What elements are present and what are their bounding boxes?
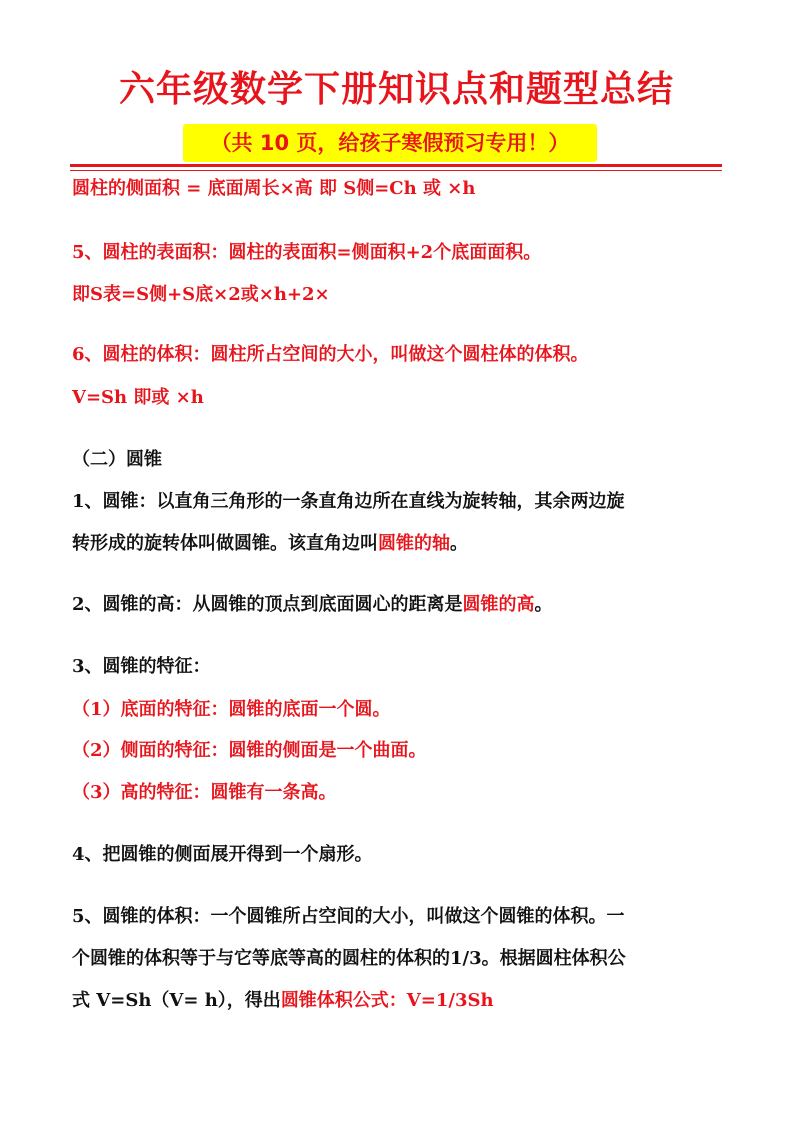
cone-height-period: 。 [534, 594, 553, 615]
cone-volume-text: 式 V=Sh（V= h），得出 [72, 990, 281, 1011]
cone-volume-formula: 圆锥体积公式：V=1/3Sh [280, 990, 494, 1011]
cylinder-volume-definition: 6、圆柱的体积：圆柱所占空间的大小，叫做这个圆柱体的体积。 [72, 344, 589, 365]
cone-feature-lateral: （2）侧面的特征：圆锥的侧面是一个曲面。 [72, 740, 427, 761]
cone-height-text: 2、圆锥的高：从圆锥的顶点到底面圆心的距离是 [72, 594, 463, 615]
cylinder-lateral-area-formula: 圆柱的侧面积 = 底面周长×高 即 S侧=Ch 或 ×h [72, 178, 476, 199]
cone-axis-term: 圆锥的轴 [378, 533, 450, 554]
cone-definition-line-2 [72, 530, 724, 558]
section-heading-cone: （二）圆锥 [72, 449, 162, 470]
cone-volume-line-3 [72, 987, 724, 1015]
page-title: 六年级数学下册知识点和题型总结 [118, 69, 674, 110]
header-divider-thin [70, 170, 722, 171]
header-divider-thick [70, 164, 722, 167]
cone-definition-line-1: 1、圆锥：以直角三角形的一条直角边所在直线为旋转轴，其余两边旋 [72, 491, 625, 512]
cone-height-definition [72, 591, 724, 619]
cone-definition-period: 。 [450, 533, 468, 554]
cone-volume-line-1: 5、圆锥的体积：一个圆锥所占空间的大小，叫做这个圆锥的体积。一 [72, 906, 625, 927]
cone-definition-text: 转形成的旋转体叫做圆锥。该直角边叫 [72, 533, 378, 554]
cone-features-heading: 3、圆锥的特征： [72, 656, 211, 677]
cylinder-surface-area-formula: 即S表=S侧+S底×2或×h+2× [72, 284, 330, 305]
cone-feature-base: （1）底面的特征：圆锥的底面一个圆。 [72, 699, 391, 720]
subtitle-banner: （共 10 页，给孩子寒假预习专用！） [183, 124, 597, 162]
cylinder-volume-formula: V=Sh 即或 ×h [72, 387, 204, 408]
cone-feature-height: （3）高的特征：圆锥有一条高。 [72, 782, 337, 803]
cylinder-surface-area-definition: 5、圆柱的表面积：圆柱的表面积=侧面积+2个底面面积。 [72, 242, 542, 263]
cone-volume-line-2: 个圆锥的体积等于与它等底等高的圆柱的体积的1/3。根据圆柱体积公 [72, 948, 626, 969]
cone-lateral-unfold: 4、把圆锥的侧面展开得到一个扇形。 [72, 844, 373, 865]
cone-height-term: 圆锥的高 [462, 594, 535, 615]
